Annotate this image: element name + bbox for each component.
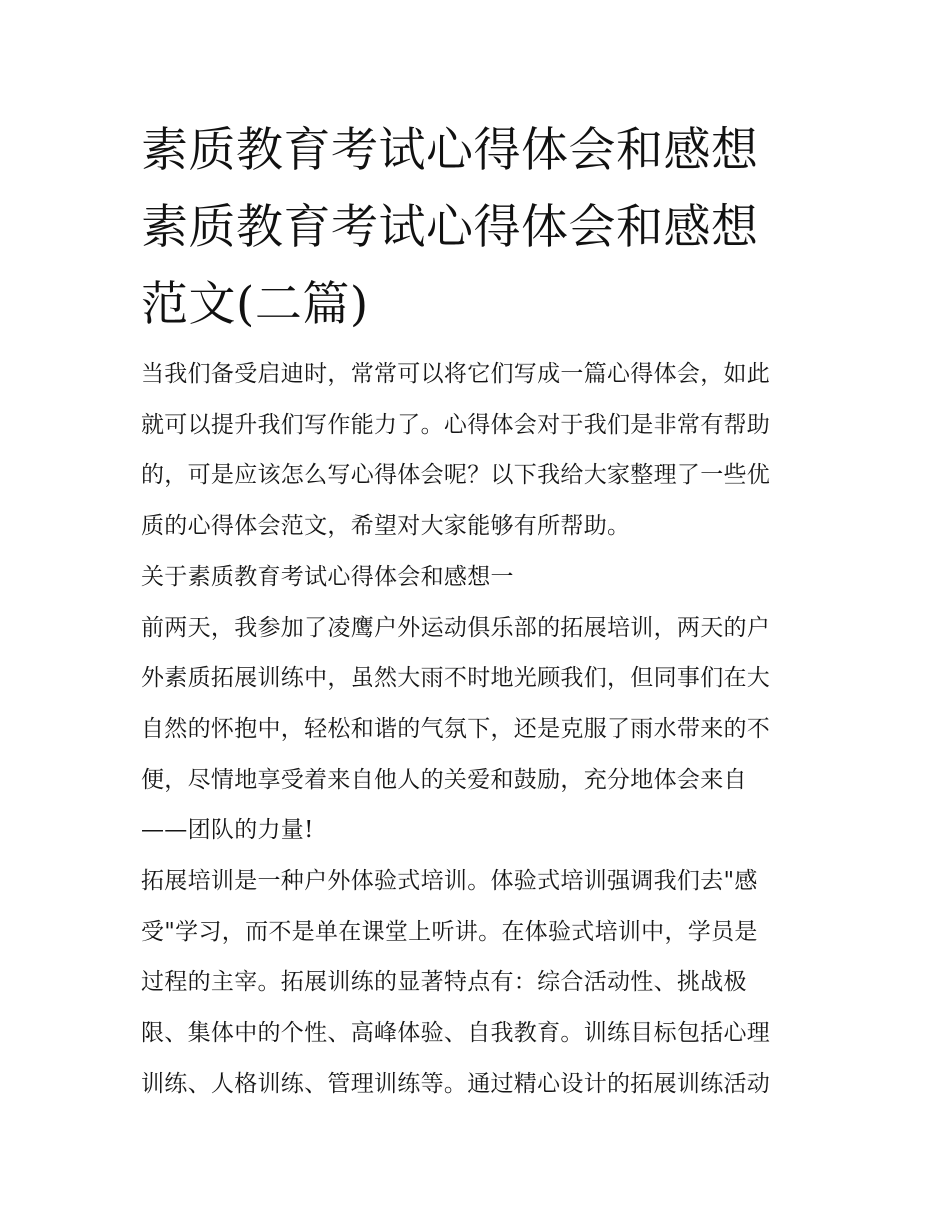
document-title [141, 112, 816, 343]
intro-line-4: 质的心得体会范文，希望对大家能够有所帮助。 [141, 513, 631, 540]
para1-line-3: 自然的怀抱中，轻松和谐的气氛下，还是克服了雨水带来的不 [141, 715, 771, 742]
title-line-2: 素质教育考试心得体会和感想 [141, 200, 759, 255]
para1-line-2: 外素质拓展训练中，虽然大雨不时地光顾我们，但同事们在大 [141, 665, 771, 692]
title-line-1: 素质教育考试心得体会和感想 [141, 123, 759, 178]
section-heading: 关于素质教育考试心得体会和感想一 [141, 563, 514, 590]
body-paragraph-2 [141, 856, 816, 1110]
para1-line-4: 便，尽情地享受着来自他人的关爱和鼓励，充分地体会来自 [141, 766, 747, 793]
para1-line-5: ——团队的力量! [141, 817, 314, 844]
intro-line-1: 当我们备受启迪时，常常可以将它们写成一篇心得体会，如此 [141, 361, 771, 387]
para2-line-5: 训练、人格训练、管理训练等。通过精心设计的拓展训练活动 [141, 1070, 771, 1097]
intro-line-3: 的，可是应该怎么写心得体会呢？以下我给大家整理了一些优 [141, 462, 771, 489]
body-paragraph-1 [141, 603, 816, 857]
document-page [141, 112, 816, 1110]
para2-line-3: 过程的主宰。拓展训练的显著特点有：综合活动性、挑战极 [141, 969, 747, 996]
para1-line-1: 前两天，我参加了凌鹰户外运动俱乐部的拓展培训，两天的户 [141, 614, 771, 641]
intro-paragraph [141, 349, 816, 552]
para2-line-4: 限、集体中的个性、高峰体验、自我教育。训练目标包括心理 [141, 1020, 771, 1047]
title-line-3: 范文(二篇) [141, 277, 369, 332]
para2-line-2: 受"学习，而不是单在课堂上听讲。在体验式培训中，学员是 [141, 918, 758, 945]
para2-line-1: 拓展培训是一种户外体验式培训。体验式培训强调我们去"感 [141, 868, 758, 895]
intro-line-2: 就可以提升我们写作能力了。心得体会对于我们是非常有帮助 [141, 411, 771, 438]
